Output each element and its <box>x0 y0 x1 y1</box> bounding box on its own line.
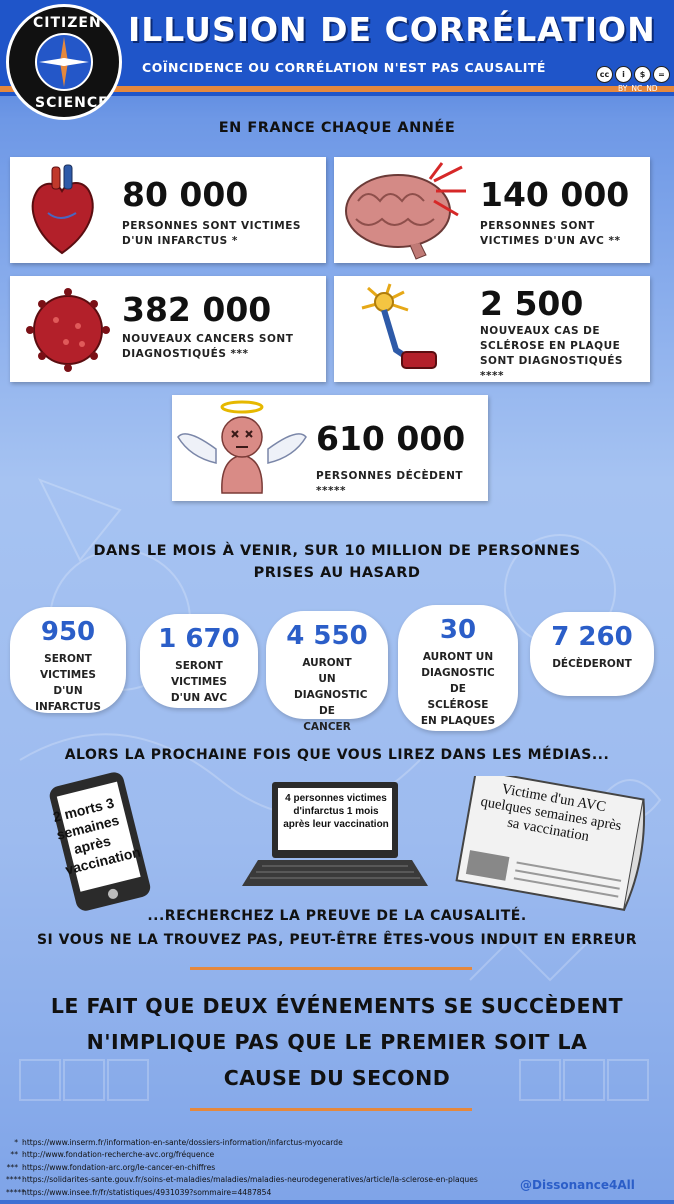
source-link[interactable]: https://www.inserm.fr/information-en-sante/dossiers-information/infarctus-myocarde <box>22 1138 343 1147</box>
month-section-title <box>0 540 674 584</box>
source-link[interactable]: https://www.fondation-arc.org/le-cancer-en-chiffres <box>22 1162 216 1172</box>
page-subtitle: COÏNCIDENCE OU CORRÉLATION N'EST PAS CAUSALITÉ <box>142 60 546 75</box>
bubble-number: 950 <box>40 617 96 647</box>
source-marker: * <box>14 1138 18 1147</box>
source-item <box>6 1149 516 1161</box>
yearly-section-title: EN FRANCE CHAQUE ANNÉE <box>218 120 456 136</box>
source-item <box>6 1162 516 1174</box>
bubble-number: 4 550 <box>286 621 368 651</box>
divider-top <box>190 967 472 970</box>
citizen-science-logo <box>6 4 122 120</box>
cancer-cell-icon <box>20 282 116 378</box>
stat-number: 610 000 <box>316 419 466 458</box>
source-link[interactable]: https://solidarites-sante.gouv.fr/soins-et-maladies/maladies/maladies-neurodegeneratives/article/la-sclerose-en-plaques <box>22 1175 478 1185</box>
angel-icon <box>176 397 308 497</box>
conclusion-line3: CAUSE DU SECOND <box>223 1066 451 1090</box>
bubble-infarctus <box>10 607 126 713</box>
conclusion-statement <box>20 988 654 1096</box>
laptop-headline: 4 personnes victimes d'infarctus 1 mois après leur vaccination <box>283 793 389 830</box>
license-label-nc: NC <box>631 84 643 93</box>
compass-rose-icon <box>37 35 91 89</box>
month-title-line2: PRISES AU HASARD <box>253 565 421 581</box>
stat-card-infarctus <box>10 157 326 263</box>
bubble-label: SERONT VICTIMES D'UN AVC <box>170 660 228 704</box>
logo-text-top: CITIZEN <box>33 15 102 31</box>
bubble-sclerose <box>398 605 518 731</box>
nd-icon: = <box>653 66 670 83</box>
license-badge <box>596 66 670 96</box>
heart-icon <box>24 163 100 259</box>
bubble-number: 30 <box>439 615 477 645</box>
bubble-number: 1 670 <box>158 624 240 654</box>
conclusion-line2: N'IMPLIQUE PAS QUE LE PREMIER SOIT LA <box>86 1030 588 1054</box>
brain-icon <box>338 161 468 261</box>
author-handle[interactable]: @Dissonance4All <box>520 1178 635 1192</box>
bubble-avc <box>140 614 258 708</box>
cta-line2: SI VOUS NE LA TROUVEZ PAS, PEUT-ÊTRE ÊTES-VOUS INDUIT EN ERREUR <box>36 932 638 948</box>
media-intro: ALORS LA PROCHAINE FOIS QUE VOUS LIREZ DANS LES MÉDIAS... <box>64 747 610 763</box>
stat-card-sclerose <box>334 276 650 382</box>
stat-number: 80 000 <box>122 175 249 214</box>
cc-icon: cc <box>596 66 613 83</box>
bubble-cancer <box>266 611 388 733</box>
stat-card-avc <box>334 157 650 263</box>
source-marker: **** <box>6 1175 22 1185</box>
divider-bottom <box>190 1108 472 1111</box>
phone-headline: 2 morts 3 semaines après vaccination <box>51 794 143 878</box>
stat-label: PERSONNES SONT VICTIMES D'UN AVC ** <box>480 220 621 247</box>
stat-label: NOUVEAUX CAS DE SCLÉROSE EN PLAQUE SONT DIAGNOSTIQUÉS **** <box>480 325 623 382</box>
license-label-by: BY <box>618 84 628 93</box>
bubble-deces <box>530 612 654 696</box>
source-item <box>6 1187 516 1199</box>
license-label-nd: ND <box>646 84 658 93</box>
bubble-label: DÉCÈDERONT <box>552 658 632 670</box>
bubble-number: 7 260 <box>551 622 633 652</box>
source-link[interactable]: http://www.fondation-recherche-avc.org/fréquence <box>22 1150 215 1160</box>
by-icon: i <box>615 66 632 83</box>
sources-list <box>6 1137 516 1199</box>
month-title-line1: DANS LE MOIS À VENIR, SUR 10 MILLION DE PERSONNES <box>93 543 581 559</box>
source-link[interactable]: https://www.insee.fr/fr/statistiques/4931039?sommaire=4487854 <box>22 1187 272 1197</box>
stat-label: NOUVEAUX CANCERS SONT DIAGNOSTIQUÉS *** <box>122 333 294 360</box>
cta-line1: ...RECHERCHEZ LA PREUVE DE LA CAUSALITÉ. <box>147 908 527 924</box>
stat-number: 2 500 <box>480 284 584 323</box>
stat-number: 140 000 <box>480 175 630 214</box>
stat-label: PERSONNES SONT VICTIMES D'UN INFARCTUS * <box>122 220 301 247</box>
newspaper-headline: Victime d'un AVC quelques semaines après sa vaccination <box>479 781 623 845</box>
source-item <box>6 1137 516 1149</box>
stat-number: 382 000 <box>122 290 272 329</box>
compass-icon <box>35 33 93 91</box>
stat-card-cancer <box>10 276 326 382</box>
source-item <box>6 1174 516 1186</box>
source-marker: ** <box>10 1150 18 1160</box>
causality-cta <box>0 904 674 952</box>
stat-label: PERSONNES DÉCÈDENT ***** <box>316 470 464 497</box>
bubble-label: AURONT UN DIAGNOSTIC DE SCLÉROSE EN PLAQUES <box>420 651 496 727</box>
page-title: ILLUSION DE CORRÉLATION <box>128 10 656 49</box>
logo-text-bottom: SCIENCE <box>35 95 109 111</box>
conclusion-line1: LE FAIT QUE DEUX ÉVÉNEMENTS SE SUCCÈDENT <box>50 994 624 1018</box>
stat-card-deces <box>172 395 488 501</box>
neuron-icon <box>344 280 454 380</box>
source-marker: ***** <box>6 1187 25 1197</box>
bubble-label: SERONT VICTIMES D'UN INFARCTUS <box>35 653 101 713</box>
nc-icon: $ <box>634 66 651 83</box>
bubble-label: AURONT UN DIAGNOSTIC DE CANCER <box>294 657 368 733</box>
source-marker: *** <box>6 1162 18 1172</box>
